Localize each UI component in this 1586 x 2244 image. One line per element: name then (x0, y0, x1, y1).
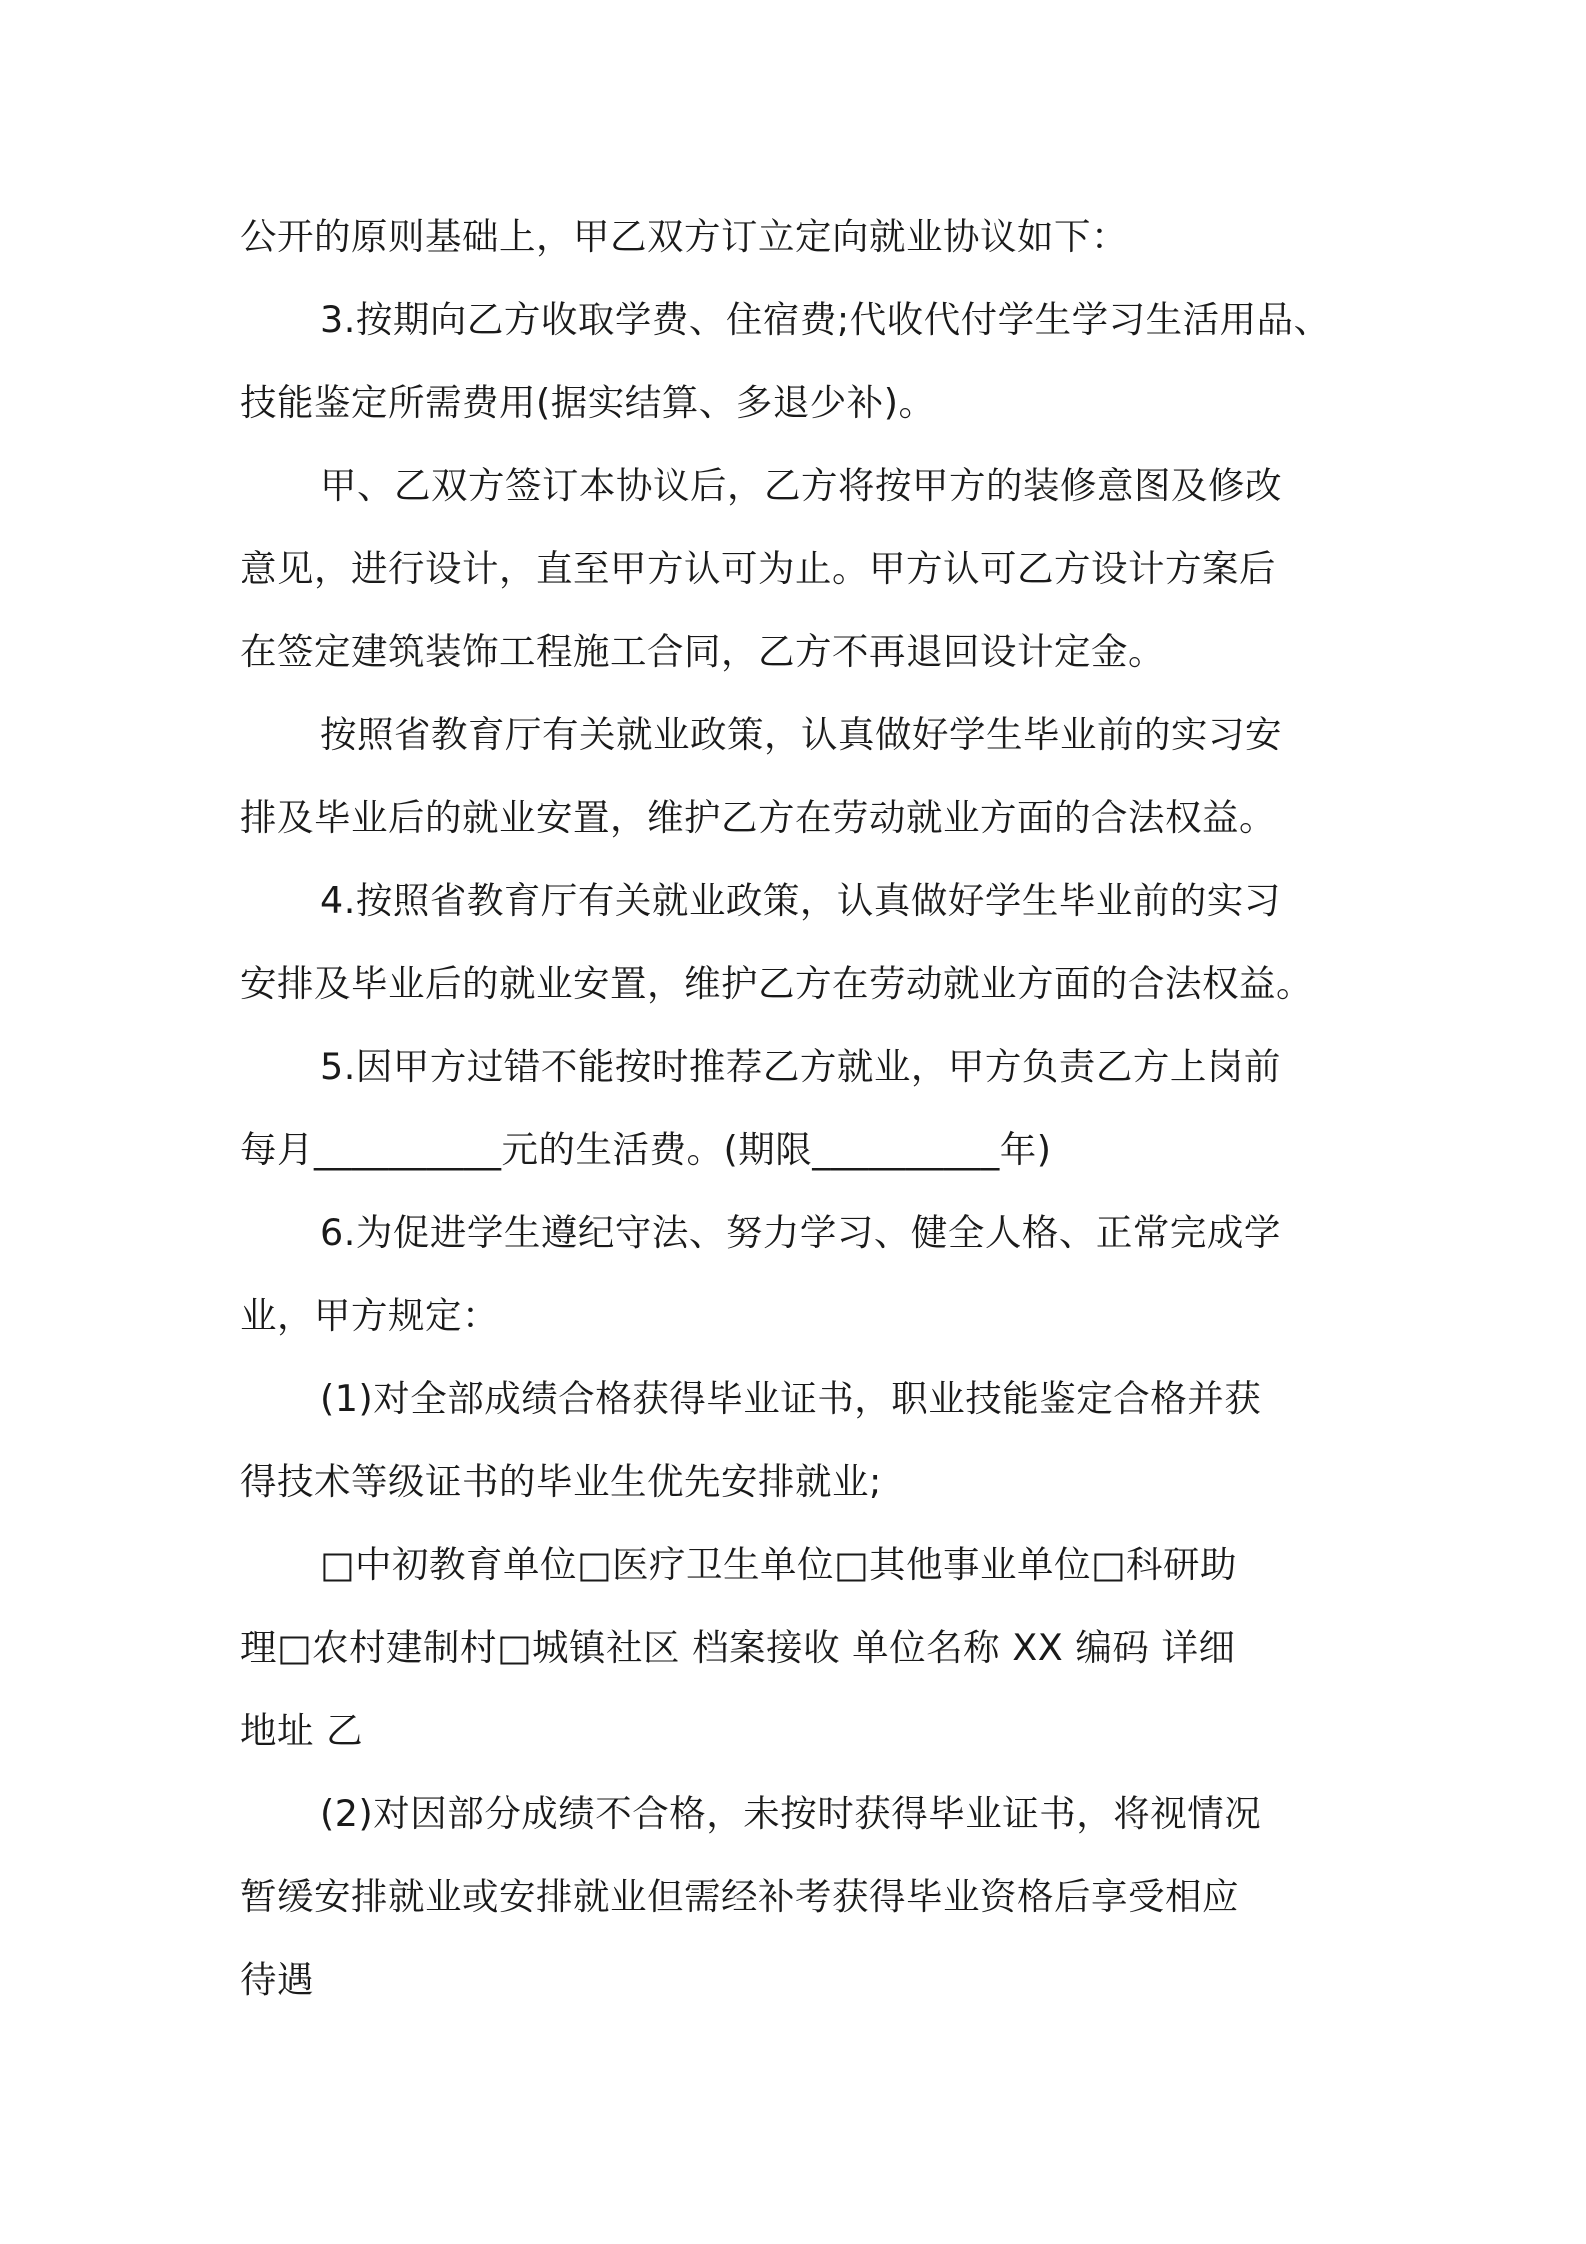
text-line-9: 4.按照省教育厅有关就业政策，认真做好学生毕业前的实习 (320, 879, 1281, 922)
text-line-10: 安排及毕业后的就业安置，维护乙方在劳动就业方面的合法权益。 (240, 962, 1313, 1005)
text-line-19: 地址 乙 (240, 1709, 364, 1752)
text-line-13: 6.为促进学生遵纪守法、努力学习、健全人格、正常完成学 (320, 1211, 1281, 1254)
text-line-20: (2)对因部分成绩不合格，未按时获得毕业证书，将视情况 (320, 1792, 1262, 1835)
text-line-15: (1)对全部成绩合格获得毕业证书，职业技能鉴定合格并获 (320, 1377, 1262, 1420)
text-line-11: 5.因甲方过错不能按时推荐乙方就业，甲方负责乙方上岗前 (320, 1045, 1281, 1088)
text-line-22: 待遇 (240, 1958, 314, 2001)
text-line-2: 3.按期向乙方收取学费、住宿费;代收代付学生学习生活用品、 (320, 298, 1331, 341)
text-line-6: 在签定建筑装饰工程施工合同，乙方不再退回设计定金。 (240, 630, 1165, 673)
text-line-3: 技能鉴定所需费用(据实结算、多退少补)。 (240, 381, 936, 424)
text-line-7: 按照省教育厅有关就业政策，认真做好学生毕业前的实习安 (320, 713, 1282, 756)
text-line-18: 理□农村建制村□城镇社区 档案接收 单位名称 XX 编码 详细 (240, 1626, 1236, 1669)
text-line-16: 得技术等级证书的毕业生优先安排就业; (240, 1460, 882, 1503)
text-line-4: 甲、乙双方签订本协议后，乙方将按甲方的装修意图及修改 (320, 464, 1282, 507)
text-line-12: 每月__________元的生活费。(期限__________年) (240, 1128, 1052, 1171)
text-line-17: □中初教育单位□医疗卫生单位□其他事业单位□科研助 (320, 1543, 1237, 1586)
document-body (240, 195, 1360, 2021)
text-line-8: 排及毕业后的就业安置，维护乙方在劳动就业方面的合法权益。 (240, 796, 1276, 839)
text-line-1: 公开的原则基础上，甲乙双方订立定向就业协议如下： (240, 215, 1128, 258)
text-line-21: 暂缓安排就业或安排就业但需经补考获得毕业资格后享受相应 (240, 1875, 1239, 1918)
text-line-14: 业，甲方规定： (240, 1294, 499, 1337)
text-line-5: 意见，进行设计，直至甲方认可为止。甲方认可乙方设计方案后 (240, 547, 1276, 590)
